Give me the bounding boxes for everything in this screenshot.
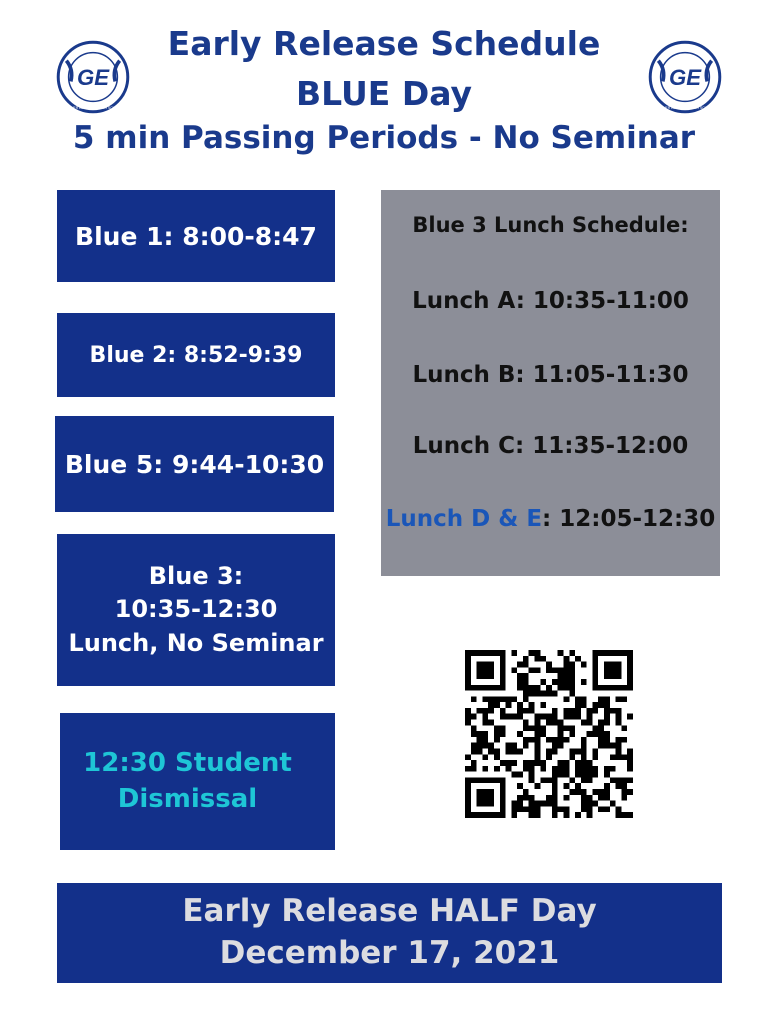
period-blue-5-label: Blue 5: 9:44-10:30: [64, 449, 325, 479]
ge-logo-icon: [56, 40, 130, 114]
period-blue-3-line-2: 10:35-12:30: [114, 595, 278, 624]
title-line-2: BLUE Day: [296, 74, 472, 113]
svg-text:GE: GE: [668, 65, 702, 91]
svg-text:BLAZERS: BLAZERS: [671, 46, 699, 53]
period-blue-3-line-1: Blue 3:: [148, 562, 244, 591]
period-blue-1-label: Blue 1: 8:00-8:47: [75, 221, 317, 251]
footer-banner: [57, 883, 722, 983]
qr-code-icon[interactable]: [465, 650, 633, 818]
banner-line-2: December 17, 2021: [219, 935, 560, 971]
title-line-3: 5 min Passing Periods - No Seminar: [72, 120, 696, 156]
period-blue-1: [57, 190, 335, 282]
svg-text:GARNER EDGERTON HIGH SCHOOL: GARNER EDGERTON HIGH SCHOOL: [63, 105, 123, 110]
dismissal-line-1: 12:30 Student: [83, 747, 292, 778]
lunch-schedule-title: Blue 3 Lunch Schedule:: [412, 213, 689, 237]
lunch-de-label: Lunch D & E: [385, 506, 543, 532]
lunch-de: [381, 506, 720, 532]
period-blue-3-line-3: Lunch, No Seminar: [68, 628, 324, 657]
period-blue-2-label: Blue 2: 8:52-9:39: [89, 342, 303, 368]
period-blue-5: [55, 416, 334, 512]
ge-logo-icon: [648, 40, 722, 114]
svg-text:BLAZERS: BLAZERS: [79, 46, 107, 53]
lunch-b: Lunch B: 11:05-11:30: [412, 362, 689, 388]
title-line-1: Early Release Schedule: [167, 24, 601, 63]
svg-text:GE: GE: [76, 65, 110, 91]
lunch-a: Lunch A: 10:35-11:00: [412, 288, 689, 314]
dismissal-line-2: Dismissal: [117, 783, 258, 814]
lunch-schedule-panel: [381, 190, 720, 576]
dismissal-box: [60, 713, 335, 850]
period-blue-3: [57, 534, 335, 686]
period-blue-2: [57, 313, 335, 397]
banner-line-1: Early Release HALF Day: [182, 893, 597, 930]
svg-text:GARNER EDGERTON HIGH SCHOOL: GARNER EDGERTON HIGH SCHOOL: [655, 105, 715, 110]
lunch-c: Lunch C: 11:35-12:00: [412, 433, 689, 459]
lunch-de-time: : 12:05-12:30: [542, 506, 716, 532]
